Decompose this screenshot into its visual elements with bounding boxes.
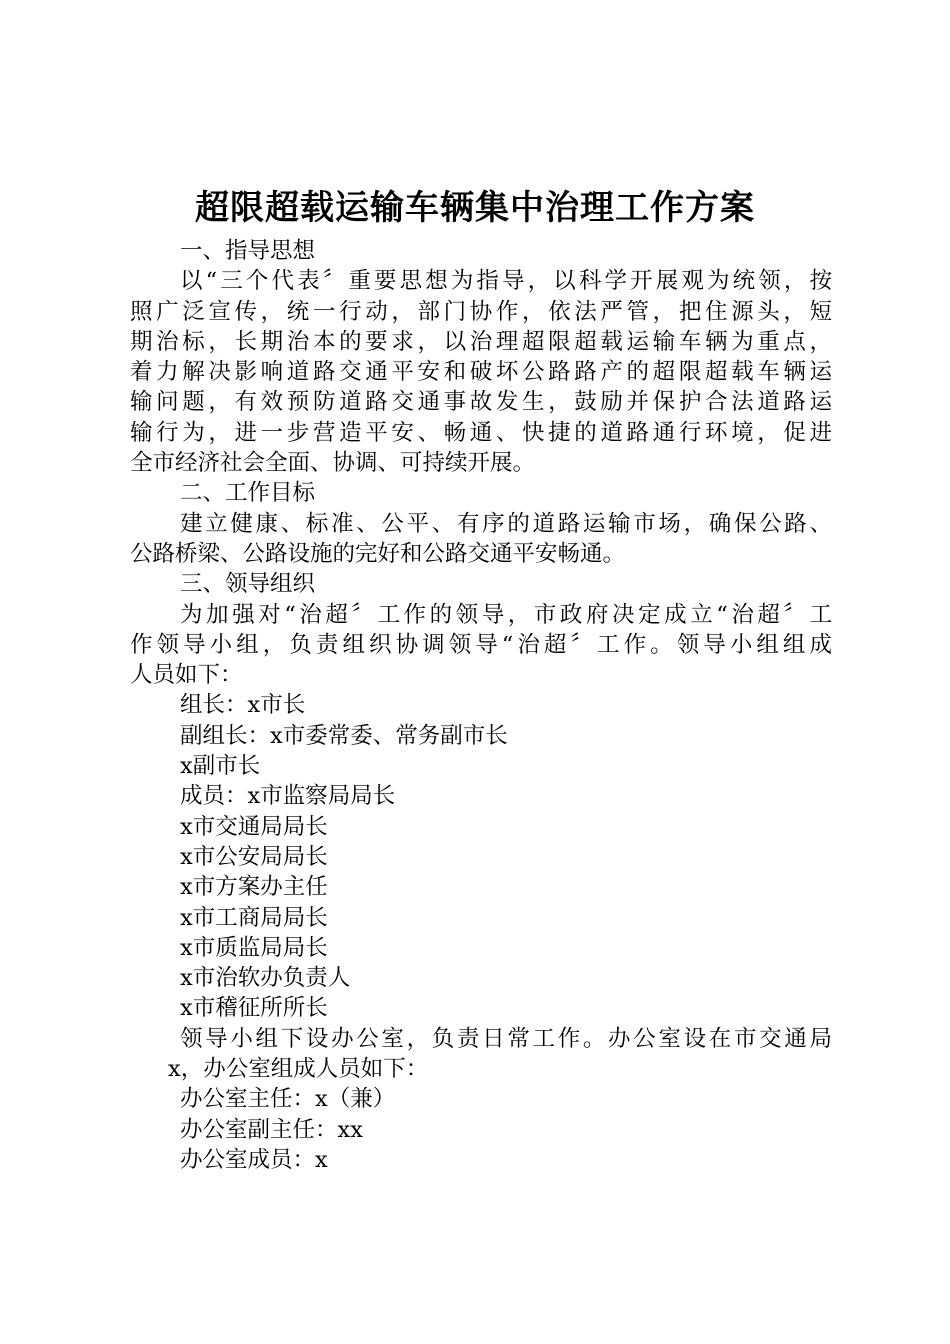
office-member-line: 办公室成员：x [180, 1146, 328, 1173]
paragraph-line: 输问题，有效预防道路交通事故发生，鼓励并保护合法道路运 [130, 389, 832, 416]
paragraph-line: 以“三个代表〞重要思想为指导，以科学开展观为统领，按 [180, 268, 832, 295]
paragraph-line: 为加强对“治超〞工作的领导，市政府决定成立“治超〞工 [180, 601, 832, 628]
member-line: x副市长 [180, 753, 261, 780]
member-line: x市方案办主任 [180, 874, 328, 901]
paragraph-line: 公路桥梁、公路设施的完好和公路交通平安畅通。 [130, 540, 626, 567]
member-line: x市稽征所所长 [180, 995, 328, 1022]
section-heading-guiding-ideology: 一、指导思想 [180, 238, 316, 264]
paragraph-line: 人员如下： [130, 662, 243, 689]
office-member-line: 办公室主任：x（兼） [180, 1086, 396, 1113]
member-line: x市交通局局长 [180, 813, 328, 840]
paragraph-line: 期治标，长期治本的要求，以治理超限超载运输车辆为重点， [130, 328, 832, 355]
document-title: 超限超载运输车辆集中治理工作方案 [195, 188, 755, 228]
paragraph-line: 领导小组下设办公室，负责日常工作。办公室设在市交通局 [180, 1025, 832, 1052]
member-line: x市治软办负责人 [180, 965, 351, 992]
paragraph-line: 输行为，进一步营造平安、畅通、快捷的道路通行环境，促进 [130, 419, 832, 446]
paragraph-line: 着力解决影响道路交通平安和破坏公路路产的超限超载车辆运 [130, 359, 832, 386]
member-line: 副组长：x市委常委、常务副市长 [180, 722, 508, 749]
office-member-line: 办公室副主任：xx [180, 1116, 363, 1143]
member-line: 组长：x市长 [180, 692, 306, 719]
member-line: x市质监局局长 [180, 934, 328, 961]
member-line: x市公安局局长 [180, 843, 328, 870]
paragraph-line: x，办公室组成人员如下： [168, 1056, 429, 1083]
paragraph-line: 照广泛宣传，统一行动，部门协作，依法严管，把住源头，短 [130, 298, 832, 325]
section-heading-work-goals: 二、工作目标 [180, 480, 316, 507]
paragraph-line: 全市经济社会全面、协调、可持续开展。 [130, 450, 536, 477]
document-body [130, 236, 832, 1175]
member-line: x市工商局局长 [180, 904, 328, 931]
member-line: 成员：x市监察局局长 [180, 783, 396, 810]
section-heading-leadership: 三、领导组织 [180, 571, 316, 598]
paragraph-line: 作领导小组，负责组织协调领导“治超〞工作。领导小组组成 [130, 631, 832, 658]
paragraph-line: 建立健康、标准、公平、有序的道路运输市场，确保公路、 [180, 510, 832, 537]
